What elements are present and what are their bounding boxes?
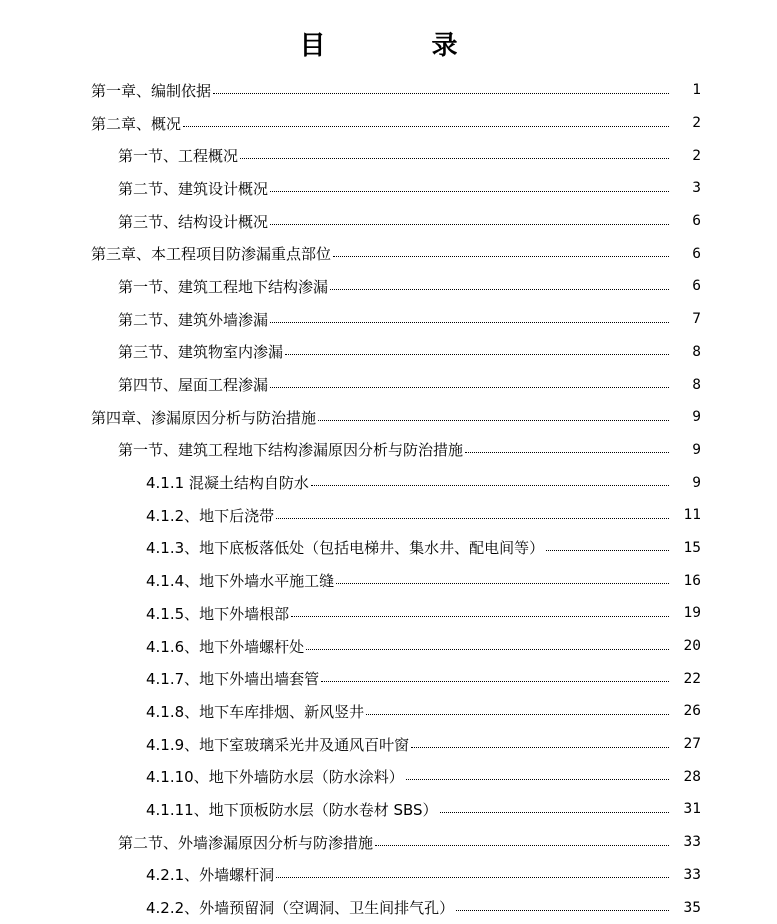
toc-dot-leader — [440, 812, 669, 813]
toc-entry[interactable] — [0, 237, 777, 270]
toc-entry[interactable] — [0, 891, 777, 924]
toc-entry-text: 4.1.11、地下顶板防水层（防水卷材 SBS） — [146, 800, 438, 819]
toc-entry-text: 第二章、概况 — [91, 114, 182, 133]
toc-title: 目 录 — [299, 31, 498, 61]
toc-page-number: 26 — [683, 703, 701, 720]
toc-entry[interactable] — [0, 401, 777, 434]
toc-page-number: 16 — [683, 572, 701, 589]
toc-dot-leader — [270, 322, 669, 323]
toc-page-number: 19 — [683, 605, 701, 622]
toc-dot-leader — [285, 354, 669, 355]
toc-entry-text: 4.1.9、地下室玻璃采光井及通风百叶窗 — [146, 735, 410, 754]
toc-entry[interactable] — [0, 564, 777, 597]
toc-entry-text: 4.1.8、地下车库排烟、新风竖井 — [146, 702, 365, 721]
toc-dot-leader — [276, 518, 669, 519]
toc-entry[interactable] — [0, 139, 777, 172]
toc-entry[interactable] — [0, 270, 777, 303]
toc-entry[interactable] — [0, 172, 777, 205]
toc-page-number: 2 — [692, 147, 701, 164]
toc-page-number: 11 — [683, 507, 701, 524]
toc-dot-leader — [311, 485, 669, 486]
toc-entry-text: 第一节、建筑工程地下结构渗漏 — [118, 277, 329, 296]
toc-dot-leader — [306, 649, 669, 650]
toc-dot-leader — [465, 452, 669, 453]
toc-entry-text: 第四章、渗漏原因分析与防治措施 — [91, 408, 317, 427]
toc-entry-text: 4.2.1、外墙螺杆洞 — [146, 866, 275, 885]
toc-dot-leader — [411, 747, 669, 748]
toc-entry-text: 第四节、屋面工程渗漏 — [118, 376, 269, 395]
toc-entry[interactable] — [0, 107, 777, 140]
toc-entry-text: 第二节、建筑外墙渗漏 — [118, 310, 269, 329]
toc-entry-text: 4.1.10、地下外墙防水层（防水涂料） — [146, 768, 404, 787]
toc-entry[interactable] — [0, 760, 777, 793]
toc-page-number: 9 — [692, 441, 701, 458]
toc-dot-leader — [406, 779, 669, 780]
toc-dot-leader — [336, 583, 669, 584]
toc-page-number: 2 — [692, 115, 701, 132]
toc-entry[interactable] — [0, 303, 777, 336]
toc-dot-leader — [240, 158, 669, 159]
toc-entry[interactable] — [0, 466, 777, 499]
toc-entry[interactable] — [0, 695, 777, 728]
toc-entry-text: 4.2.2、外墙预留洞（空调洞、卫生间排气孔） — [146, 899, 455, 918]
toc-entry[interactable] — [0, 499, 777, 532]
toc-dot-leader — [330, 289, 669, 290]
toc-dot-leader — [546, 550, 669, 551]
toc-entry[interactable] — [0, 336, 777, 369]
toc-dot-leader — [291, 616, 669, 617]
toc-entry[interactable] — [0, 597, 777, 630]
toc-page-number: 22 — [683, 670, 701, 687]
toc-entry-text: 第三章、本工程项目防渗漏重点部位 — [91, 245, 332, 264]
toc-entry[interactable] — [0, 205, 777, 238]
toc-page-number: 31 — [683, 801, 701, 818]
toc-page-number: 6 — [692, 213, 701, 230]
toc-page-number: 9 — [692, 474, 701, 491]
toc-list — [0, 74, 777, 924]
toc-page-number: 27 — [683, 736, 701, 753]
toc-page-number: 20 — [683, 638, 701, 655]
toc-entry[interactable] — [0, 662, 777, 695]
toc-entry[interactable] — [0, 859, 777, 892]
toc-page-number: 9 — [692, 409, 701, 426]
toc-entry[interactable] — [0, 368, 777, 401]
toc-entry[interactable] — [0, 74, 777, 107]
toc-entry[interactable] — [0, 826, 777, 859]
toc-entry-text: 4.1.3、地下底板落低处（包括电梯井、集水井、配电间等） — [146, 539, 545, 558]
toc-entry-text: 4.1.1 混凝土结构自防水 — [146, 474, 309, 493]
toc-dot-leader — [276, 877, 669, 878]
toc-entry-text: 第三节、结构设计概况 — [118, 212, 269, 231]
toc-entry-text: 第二节、外墙渗漏原因分析与防渗措施 — [118, 833, 374, 852]
toc-dot-leader — [270, 224, 669, 225]
toc-dot-leader — [333, 256, 669, 257]
toc-dot-leader — [456, 910, 669, 911]
toc-dot-leader — [366, 714, 669, 715]
toc-entry-text: 4.1.4、地下外墙水平施工缝 — [146, 572, 335, 591]
toc-dot-leader — [213, 93, 669, 94]
toc-page-number: 6 — [692, 245, 701, 262]
toc-page-number: 6 — [692, 278, 701, 295]
toc-dot-leader — [375, 845, 669, 846]
toc-entry[interactable] — [0, 630, 777, 663]
toc-entry-text: 第一章、编制依据 — [91, 81, 212, 100]
toc-entry[interactable] — [0, 434, 777, 467]
toc-dot-leader — [270, 387, 669, 388]
toc-dot-leader — [183, 126, 669, 127]
toc-entry[interactable] — [0, 728, 777, 761]
toc-page-number: 7 — [692, 311, 701, 328]
toc-dot-leader — [321, 681, 669, 682]
toc-page-number: 28 — [683, 768, 701, 785]
toc-dot-leader — [318, 420, 669, 421]
toc-page-number: 8 — [692, 376, 701, 393]
toc-entry-text: 第二节、建筑设计概况 — [118, 179, 269, 198]
toc-page-number: 33 — [683, 834, 701, 851]
toc-entry[interactable] — [0, 532, 777, 565]
toc-entry-text: 4.1.5、地下外墙根部 — [146, 604, 290, 623]
toc-page-number: 35 — [683, 899, 701, 916]
toc-page-number: 15 — [683, 539, 701, 556]
toc-page-number: 3 — [692, 180, 701, 197]
toc-entry[interactable] — [0, 793, 777, 826]
toc-page-number: 8 — [692, 343, 701, 360]
toc-entry-text: 第三节、建筑物室内渗漏 — [118, 343, 284, 362]
toc-page-number: 33 — [683, 866, 701, 883]
toc-entry-text: 第一节、建筑工程地下结构渗漏原因分析与防治措施 — [118, 441, 464, 460]
toc-page-number: 1 — [692, 82, 701, 99]
toc-entry-text: 4.1.2、地下后浇带 — [146, 506, 275, 525]
toc-entry-text: 4.1.6、地下外墙螺杆处 — [146, 637, 305, 656]
toc-entry-text: 第一节、工程概况 — [118, 147, 239, 166]
toc-entry-text: 4.1.7、地下外墙出墙套管 — [146, 670, 320, 689]
toc-dot-leader — [270, 191, 669, 192]
